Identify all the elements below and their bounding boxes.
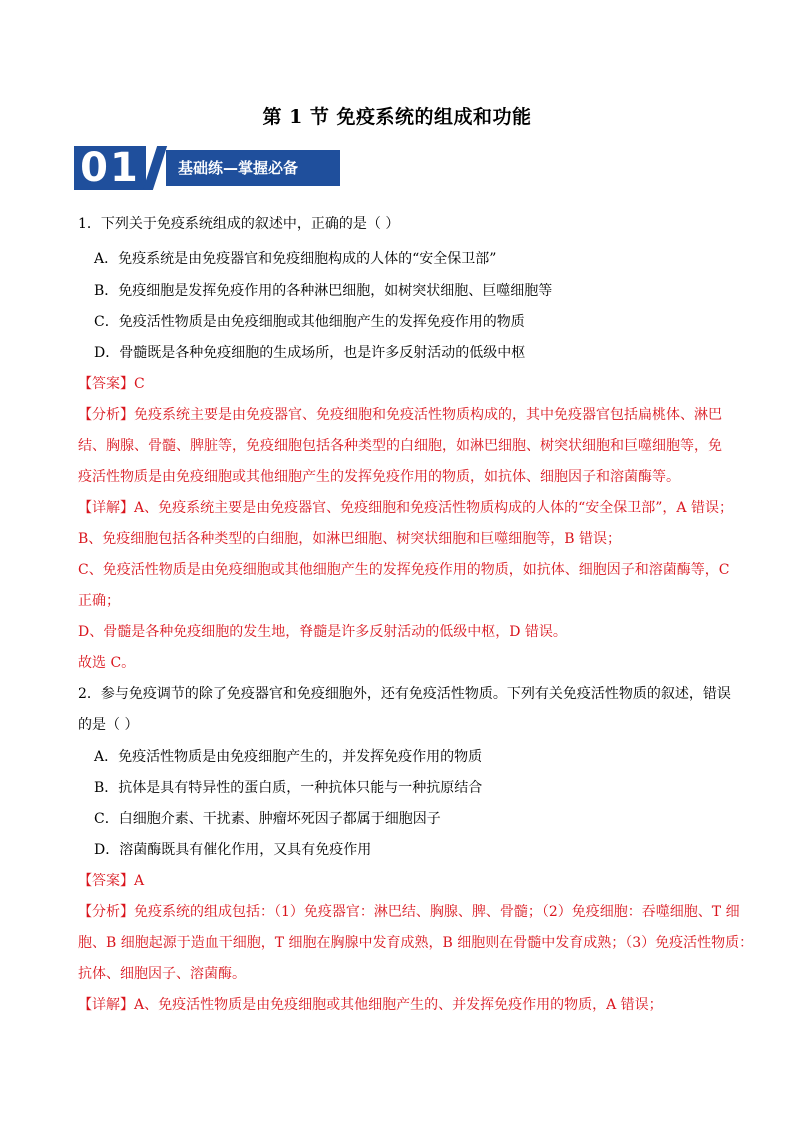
text-line-q1d: D．骨髓既是各种免疫细胞的生成场所，也是许多反射活动的低级中枢 xyxy=(94,345,526,361)
text-line-q1an2: 结、胸腺、骨髓、脾脏等，免疫细胞包括各种类型的白细胞，如淋巴细胞、树突状细胞和巨噬细胞等，免 xyxy=(78,438,722,454)
text-line-q1d2: B、免疫细胞包括各种类型的白细胞，如淋巴细胞、树突状细胞和巨噬细胞等，B 错误； xyxy=(78,531,622,547)
text-line-q1a: A．免疫系统是由免疫器官和免疫细胞构成的人体的“安全保卫部” xyxy=(94,251,497,267)
section-banner xyxy=(74,146,340,190)
text-line-q2an3: 抗体、细胞因子、溶菌酶。 xyxy=(78,966,246,982)
text-line-q1ans: 【答案】C xyxy=(78,376,145,392)
text-line-q1d3: C、免疫活性物质是由免疫细胞或其他细胞产生的发挥免疫作用的物质，如抗体、细胞因子和溶菌酶等，C xyxy=(78,562,730,578)
banner-slash-decoration xyxy=(143,146,167,190)
text-line-q1an3: 疫活性物质是由免疫细胞或其他细胞产生的发挥免疫作用的物质，如抗体、细胞因子和溶菌酶等。 xyxy=(78,469,680,485)
text-line-q2l2: 的是（ ） xyxy=(78,717,139,733)
text-line-q1sel: 故选 C。 xyxy=(78,655,136,671)
text-line-q2ans: 【答案】A xyxy=(78,873,145,889)
page-title: 第 1 节 免疫系统的组成和功能 xyxy=(262,106,532,128)
text-line-q2c: C．白细胞介素、干扰素、肿瘤坏死因子都属于细胞因子 xyxy=(94,811,441,827)
text-line-q2an1: 【分析】免疫系统的组成包括：（1）免疫器官：淋巴结、胸腺、脾、骨髓；（2）免疫细胞：吞噬细胞、T 细 xyxy=(78,904,740,920)
section-label: 基础练—掌握必备 xyxy=(166,150,340,186)
text-line-q1d1: 【详解】A、免疫系统主要是由免疫器官、免疫细胞和免疫活性物质构成的人体的“安全保卫部”，A 错误； xyxy=(78,500,733,516)
text-line-q1: 1．下列关于免疫系统组成的叙述中，正确的是（ ） xyxy=(78,216,400,232)
section-number: 01 xyxy=(74,146,146,190)
text-line-q1d5: D、骨髓是各种免疫细胞的发生地，脊髓是许多反射活动的低级中枢，D 错误。 xyxy=(78,624,567,640)
text-line-q2a: A．免疫活性物质是由免疫细胞产生的，并发挥免疫作用的物质 xyxy=(94,749,483,765)
text-line-q1c: C．免疫活性物质是由免疫细胞或其他细胞产生的发挥免疫作用的物质 xyxy=(94,314,525,330)
text-line-q1an1: 【分析】免疫系统主要是由免疫器官、免疫细胞和免疫活性物质构成的，其中免疫器官包括扁桃体、淋巴 xyxy=(78,407,722,423)
text-line-q1b: B．免疫细胞是发挥免疫作用的各种淋巴细胞，如树突状细胞、巨噬细胞等 xyxy=(94,283,553,299)
text-line-q2l1: 2．参与免疫调节的除了免疫器官和免疫细胞外，还有免疫活性物质。下列有关免疫活性物质的叙述，错误 xyxy=(78,686,731,702)
text-line-q1d4: 正确； xyxy=(78,593,120,609)
text-line-q2b: B．抗体是具有特异性的蛋白质，一种抗体只能与一种抗原结合 xyxy=(94,780,483,796)
text-line-q2d: D．溶菌酶既具有催化作用，又具有免疫作用 xyxy=(94,842,372,858)
text-line-q2d1: 【详解】A、免疫活性物质是由免疫细胞或其他细胞产生的、并发挥免疫作用的物质，A 错误； xyxy=(78,997,663,1013)
text-line-q2an2: 胞、B 细胞起源于造血干细胞，T 细胞在胸腺中发育成熟，B 细胞则在骨髓中发育成熟；（3）免疫活性物质： xyxy=(78,935,754,951)
